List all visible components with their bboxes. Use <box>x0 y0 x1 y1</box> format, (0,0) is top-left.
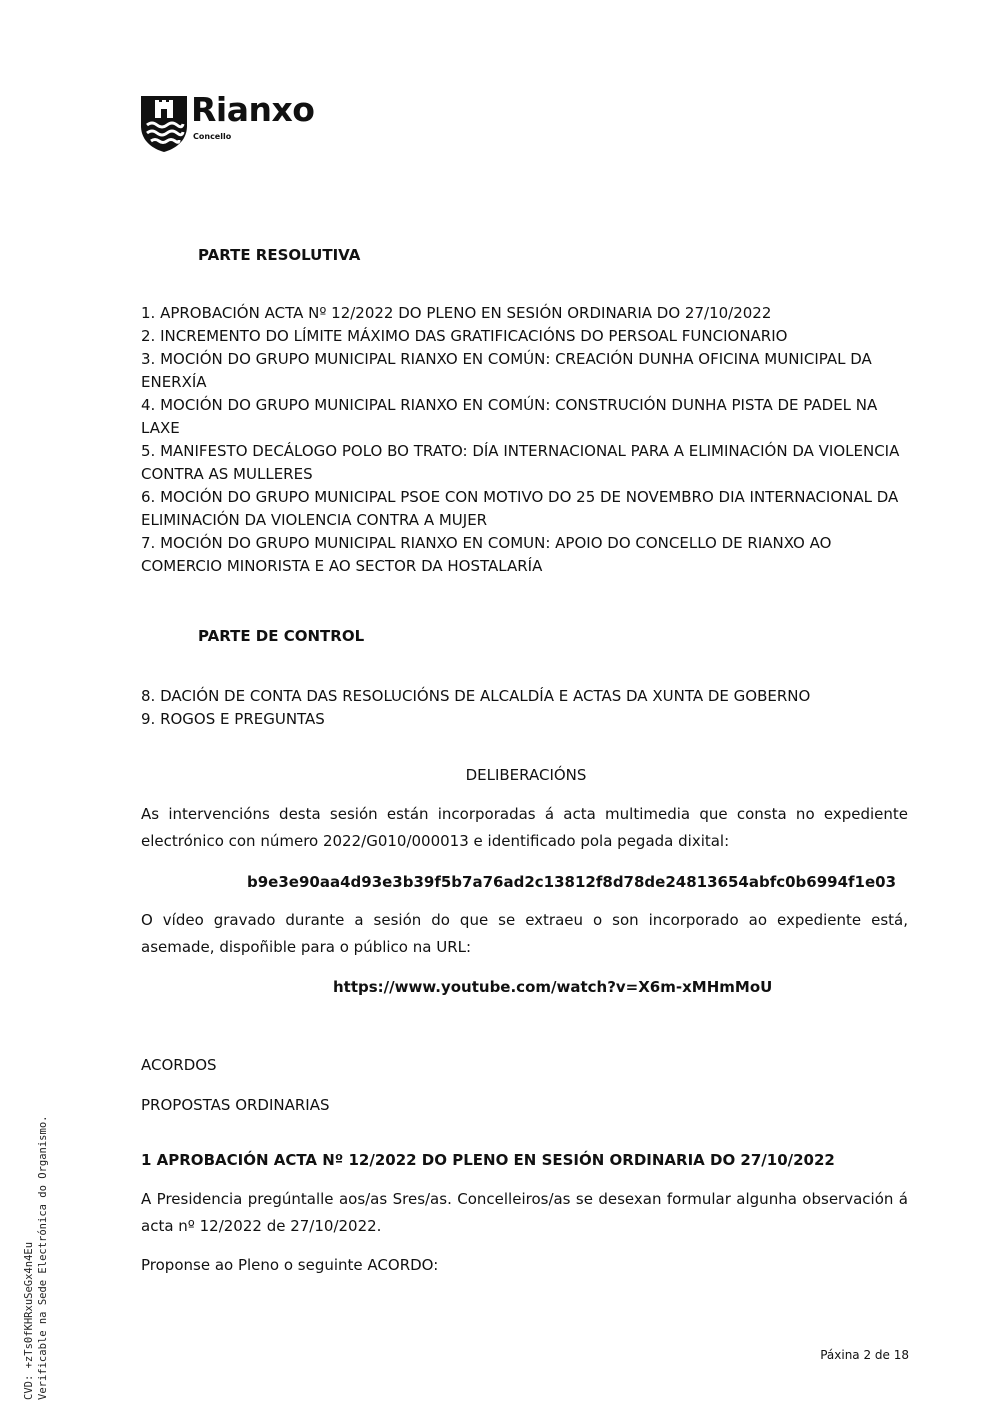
video-text: O vídeo gravado durante a sesión do que se extraeu o son incorporado ao expediente está, asemade, dispoñible para o público na URL: <box>141 911 908 956</box>
agenda-item: 7. MOCIÓN DO GRUPO MUNICIPAL RIANXO EN COMUN: APOIO DO CONCELLO DE RIANXO AO COMERCIO MINORISTA E AO SECTOR DA HOSTALARÍA <box>141 534 832 575</box>
agenda-item: 3. MOCIÓN DO GRUPO MUNICIPAL RIANXO EN COMÚN: CREACIÓN DUNHA OFICINA MUNICIPAL DA ENERXÍA <box>141 350 872 391</box>
agenda-item: 6. MOCIÓN DO GRUPO MUNICIPAL PSOE CON MOTIVO DO 25 DE NOVEMBRO DIA INTERNACIONAL DA ELIMINACIÓN DA VIOLENCIA CONTRA A MUJER <box>141 488 899 529</box>
propostas-label: PROPOSTAS ORDINARIAS <box>141 1096 330 1114</box>
agenda-item: 4. MOCIÓN DO GRUPO MUNICIPAL RIANXO EN COMÚN: CONSTRUCIÓN DUNHA PISTA DE PADEL NA LAXE <box>141 396 878 437</box>
control-list <box>141 685 911 731</box>
agenda-item: 9. ROGOS E PREGUNTAS <box>141 710 325 728</box>
agenda-item: 8. DACIÓN DE CONTA DAS RESOLUCIÓNS DE ALCALDÍA E ACTAS DA XUNTA DE GOBERNO <box>141 687 811 705</box>
page-number: Páxina 2 de 18 <box>820 1348 909 1362</box>
agenda-item: 2. INCREMENTO DO LÍMITE MÁXIMO DAS GRATIFICACIÓNS DO PERSOAL FUNCIONARIO <box>141 327 788 345</box>
verification-code: CVD: +zTs0fKHRxuSeGx4n4Eu <box>23 1241 35 1400</box>
agenda-item: 5. MANIFESTO DECÁLOGO POLO BO TRATO: DÍA INTERNACIONAL PARA A ELIMINACIÓN DA VIOLENCIA CONTRA AS MULLERES <box>141 442 900 483</box>
logo-name: Rianxo <box>191 90 315 129</box>
heading-parte-resolutiva: PARTE RESOLUTIVA <box>198 246 361 264</box>
proposal-text: Proponse ao Pleno o seguinte ACORDO: <box>141 1256 439 1274</box>
item-1-title: 1 APROBACIÓN ACTA Nº 12/2022 DO PLENO EN SESIÓN ORDINARIA DO 27/10/2022 <box>141 1151 835 1169</box>
acordos-label: ACORDOS <box>141 1056 217 1074</box>
heading-parte-de-control: PARTE DE CONTROL <box>198 627 365 645</box>
verification-text: Verificable na Sede Electrónica do Organismo. <box>37 1115 49 1400</box>
resolutiva-list <box>141 302 911 578</box>
deliberacions-title: DELIBERACIÓNS <box>465 766 587 784</box>
item-1-text: A Presidencia pregúntalle aos/as Sres/as. Concelleiros/as se desexan formular algunha observación á acta nº 12/2022 de 27/10/2022. <box>141 1190 908 1235</box>
agenda-item: 1. APROBACIÓN ACTA Nº 12/2022 DO PLENO EN SESIÓN ORDINARIA DO 27/10/2022 <box>141 304 772 322</box>
video-url-link[interactable]: https://www.youtube.com/watch?v=X6m-xMHmMoU <box>333 978 773 996</box>
deliberacions-intro: As intervencións desta sesión están incorporadas á acta multimedia que consta no expediente electrónico con número 2022/G010/000013 e identificado pola pegada dixital: <box>141 805 908 850</box>
digital-fingerprint: b9e3e90aa4d93e3b39f5b7a76ad2c13812f8d78de24813654abfc0b6994f1e03 <box>247 873 897 891</box>
verification-note <box>22 1116 50 1400</box>
concello-logo <box>141 90 346 154</box>
shield-icon <box>141 96 187 152</box>
logo-subtitle: Concello <box>193 132 232 141</box>
